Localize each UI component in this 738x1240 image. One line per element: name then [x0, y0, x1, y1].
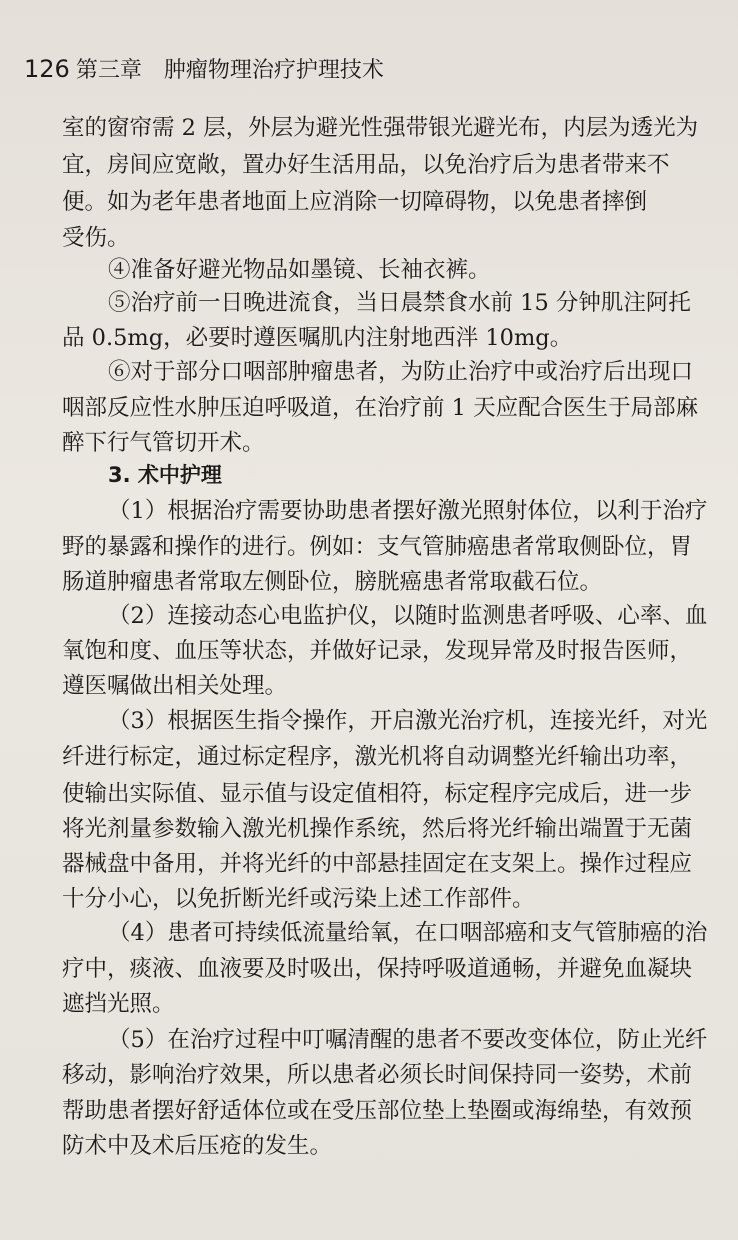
text-line: （3）根据医生指令操作，开启激光治疗机，连接光纤，对光 [108, 708, 708, 734]
text-line: 器械盘中备用，并将光纤的中部悬挂固定在支架上。操作过程应 [62, 851, 693, 877]
text-line: 纤进行标定，通过标定程序，激光机将自动调整光纤输出功率， [62, 744, 693, 770]
text-line: 咽部反应性水肿压迫呼吸道，在治疗前 1 天应配合医生于局部麻 [62, 395, 699, 421]
text-line: （2）连接动态心电监护仪，以随时监测患者呼吸、心率、血 [108, 603, 708, 629]
text-line: 帮助患者摆好舒适体位或在受压部位垫上垫圈或海绵垫，有效预 [62, 1098, 693, 1124]
text-line: 便。如为老年患者地面上应消除一切障碍物，以免患者摔倒 [62, 189, 648, 215]
text-line: （4）患者可持续低流量给氧，在口咽部癌和支气管肺癌的治 [108, 920, 708, 946]
text-line: ⑥对于部分口咽部肿瘤患者，为防止治疗中或治疗后出现口 [108, 359, 694, 385]
chapter-title: 肿瘤物理治疗护理技术 [163, 58, 384, 83]
text-line: 品 0.5mg，必要时遵医嘱肌内注射地西泮 10mg。 [62, 325, 573, 351]
section-heading: 3. 术中护理 [108, 463, 222, 487]
text-line: ⑤治疗前一日晚进流食，当日晨禁食水前 15 分钟肌注阿托 [108, 290, 691, 316]
text-line: 遵医嘱做出相关处理。 [62, 673, 288, 699]
text-line: ④准备好避光物品如墨镜、长袖衣裤。 [108, 257, 491, 283]
text-line: 使输出实际值、显示值与设定值相符，标定程序完成后，进一步 [62, 781, 693, 807]
text-line: （5）在治疗过程中叮嘱清醒的患者不要改变体位，防止光纤 [108, 1027, 708, 1053]
text-line: 将光剂量参数输入激光机操作系统，然后将光纤输出端置于无菌 [62, 816, 693, 842]
text-line: 室的窗帘需 2 层，外层为避光性强带银光避光布，内层为透光为 [62, 115, 699, 141]
text-line: 受伤。 [62, 225, 130, 251]
text-line: 遮挡光照。 [62, 991, 175, 1017]
text-line: 肠道肿瘤患者常取左侧卧位，膀胱癌患者常取截石位。 [62, 569, 603, 595]
page-number: 126 [24, 55, 70, 83]
text-line: 疗中，痰液、血液要及时吸出，保持呼吸道通畅，并避免血凝块 [62, 956, 693, 982]
text-line: 宜，房间应宽敞，置办好生活用品，以免治疗后为患者带来不 [62, 152, 670, 178]
text-line: 醉下行气管切开术。 [62, 430, 265, 456]
text-line: 移动，影响治疗效果，所以患者必须长时间保持同一姿势，术前 [62, 1062, 693, 1088]
running-header [24, 54, 384, 86]
text-line: 野的暴露和操作的进行。例如：支气管肺癌患者常取侧卧位，胃 [62, 534, 693, 560]
text-line: 防术中及术后压疮的发生。 [62, 1133, 333, 1159]
chapter-label: 第三章 [75, 58, 142, 83]
text-line: （1）根据治疗需要协助患者摆好激光照射体位，以利于治疗 [108, 498, 708, 524]
text-line: 氧饱和度、血压等状态，并做好记录，发现异常及时报告医师， [62, 638, 693, 664]
text-line: 十分小心，以免折断光纤或污染上述工作部件。 [62, 886, 535, 912]
